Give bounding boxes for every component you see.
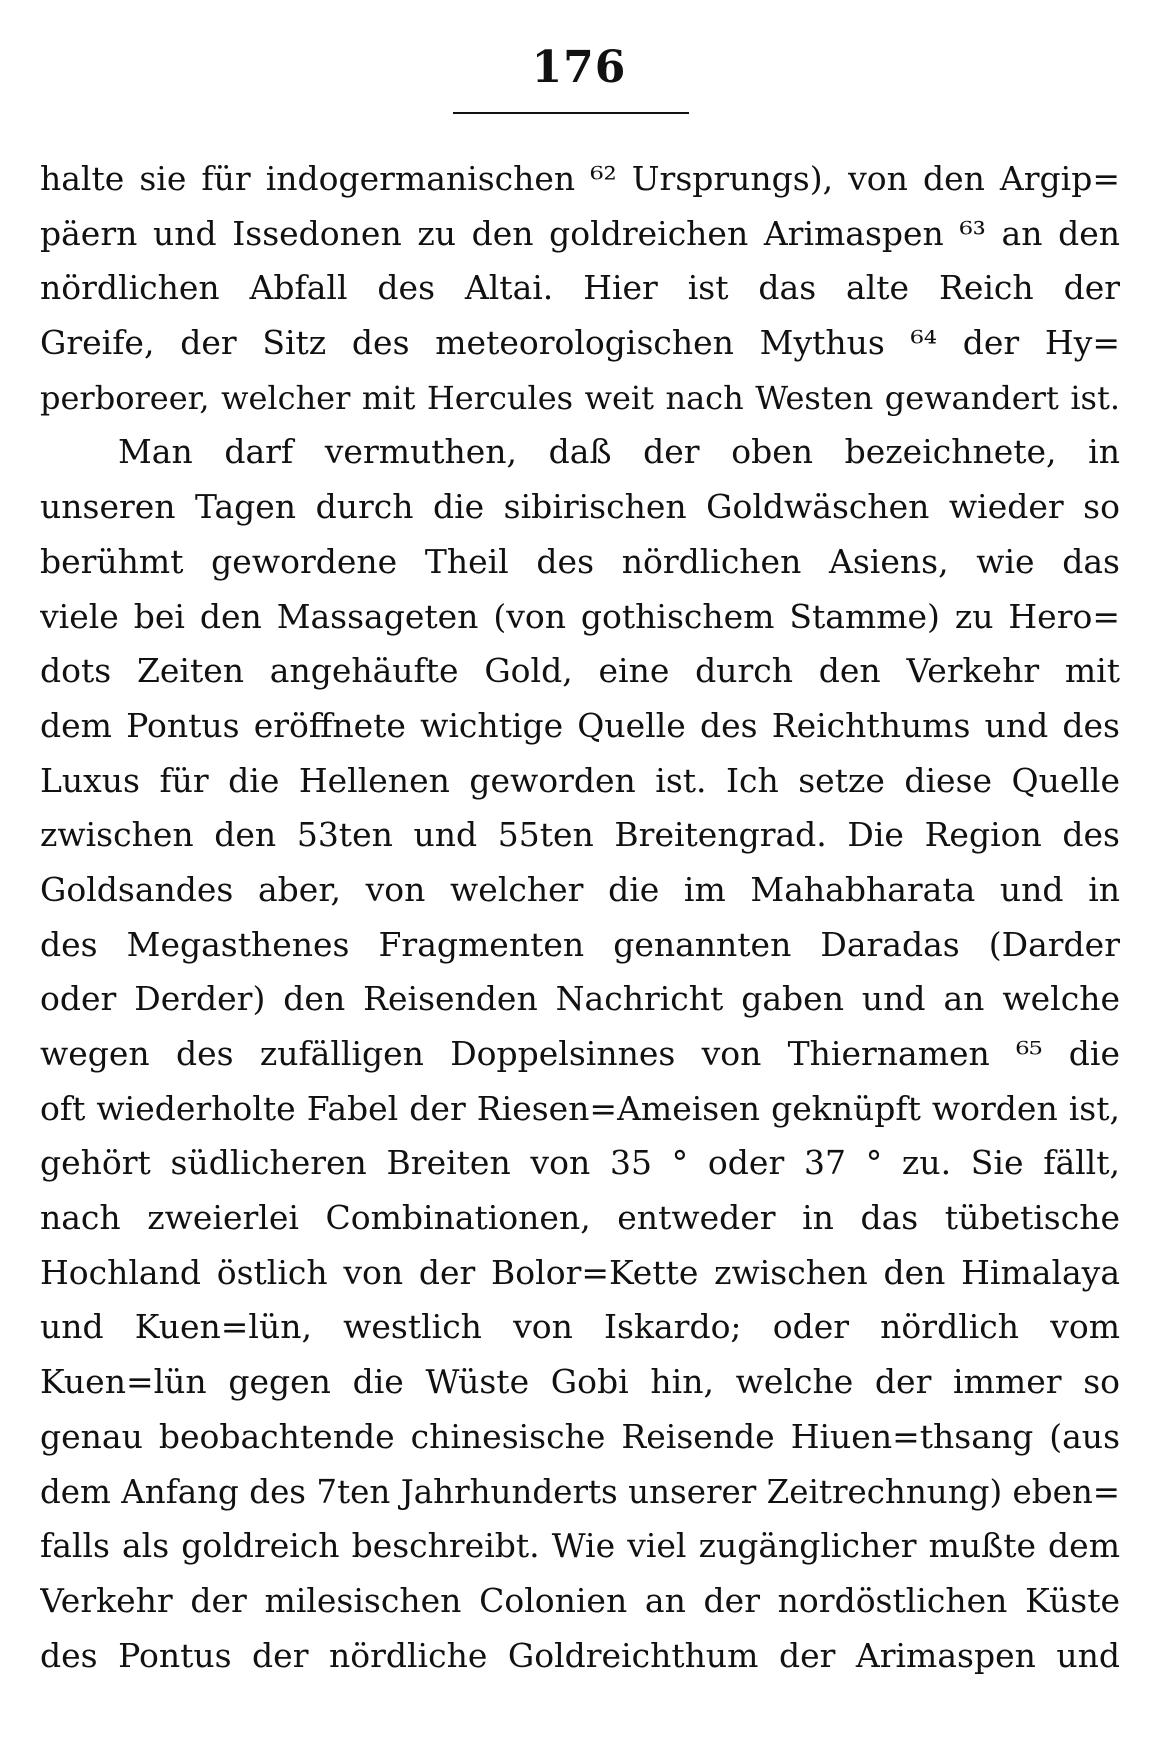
text-line: Hochland östlich von der Bolor=Kette zwischen den Himalaya <box>40 1252 1120 1292</box>
text-line: berühmt gewordene Theil des nördlichen Asiens, wie das <box>40 541 1120 581</box>
text-line: gehört südlicheren Breiten von 35 ° oder 37 ° zu. Sie fällt, <box>40 1143 1120 1183</box>
text-line: oder Derder) den Reisenden Nachricht gaben und an welche <box>40 979 1120 1019</box>
text-line: nach zweierlei Combinationen, entweder in das tübetische <box>40 1198 1120 1238</box>
text-line: viele bei den Massageten (von gothischem Stamme) zu Hero= <box>40 596 1120 636</box>
text-line: dem Anfang des 7ten Jahrhunderts unserer Zeitrechnung) eben= <box>40 1472 1120 1511</box>
page-number: 176 <box>531 42 627 93</box>
text-line: und Kuen=lün, westlich von Iskardo; oder nördlich vom <box>40 1307 1120 1347</box>
text-line: Kuen=lün gegen die Wüste Gobi hin, welche der immer so <box>40 1362 1120 1402</box>
text-line: unseren Tagen durch die sibirischen Goldwäschen wieder so <box>40 487 1120 527</box>
text-line: wegen des zufälligen Doppelsinnes von Thiernamen ⁶⁵ die <box>40 1034 1120 1073</box>
text-line: des Pontus der nördliche Goldreichthum der Arimaspen und <box>40 1635 1120 1675</box>
text-line: dots Zeiten angehäufte Gold, eine durch den Verkehr mit <box>40 651 1120 691</box>
text-line: falls als goldreich beschreibt. Wie viel zugänglicher mußte dem <box>40 1526 1120 1566</box>
text-line: zwischen den 53ten und 55ten Breitengrad. Die Region des <box>40 815 1120 855</box>
body-text <box>40 152 1120 1683</box>
paragraph-end-line: perboreer, welcher mit Hercules weit nach Westen gewandert ist. <box>40 378 1120 417</box>
paragraph-start-line: Man darf vermuthen, daß der oben bezeichnete, in <box>118 432 1120 472</box>
text-line: nördlichen Abfall des Altai. Hier ist das alte Reich der <box>40 268 1120 308</box>
text-line: genau beobachtende chinesische Reisende Hiuen=thsang (aus <box>40 1416 1120 1456</box>
text-line: Verkehr der milesischen Colonien an der nordöstlichen Küste <box>40 1580 1120 1620</box>
text-line: dem Pontus eröffnete wichtige Quelle des Reichthums und des <box>40 705 1120 745</box>
text-line: Luxus für die Hellenen geworden ist. Ich setze diese Quelle <box>40 760 1120 800</box>
header-rule <box>453 112 689 114</box>
text-line: Greife, der Sitz des meteorologischen Mythus ⁶⁴ der Hy= <box>40 323 1120 363</box>
text-line: oft wiederholte Fabel der Riesen=Ameisen geknüpft worden ist, <box>40 1088 1120 1128</box>
text-line: des Megasthenes Fragmenten genannten Daradas (Darder <box>40 924 1120 964</box>
text-line: päern und Issedonen zu den goldreichen Arimaspen ⁶³ an den <box>40 213 1120 253</box>
text-line: halte sie für indogermanischen ⁶² Ursprungs), von den Argip= <box>40 159 1120 198</box>
text-line: Goldsandes aber, von welcher die im Mahabharata und in <box>40 869 1120 909</box>
